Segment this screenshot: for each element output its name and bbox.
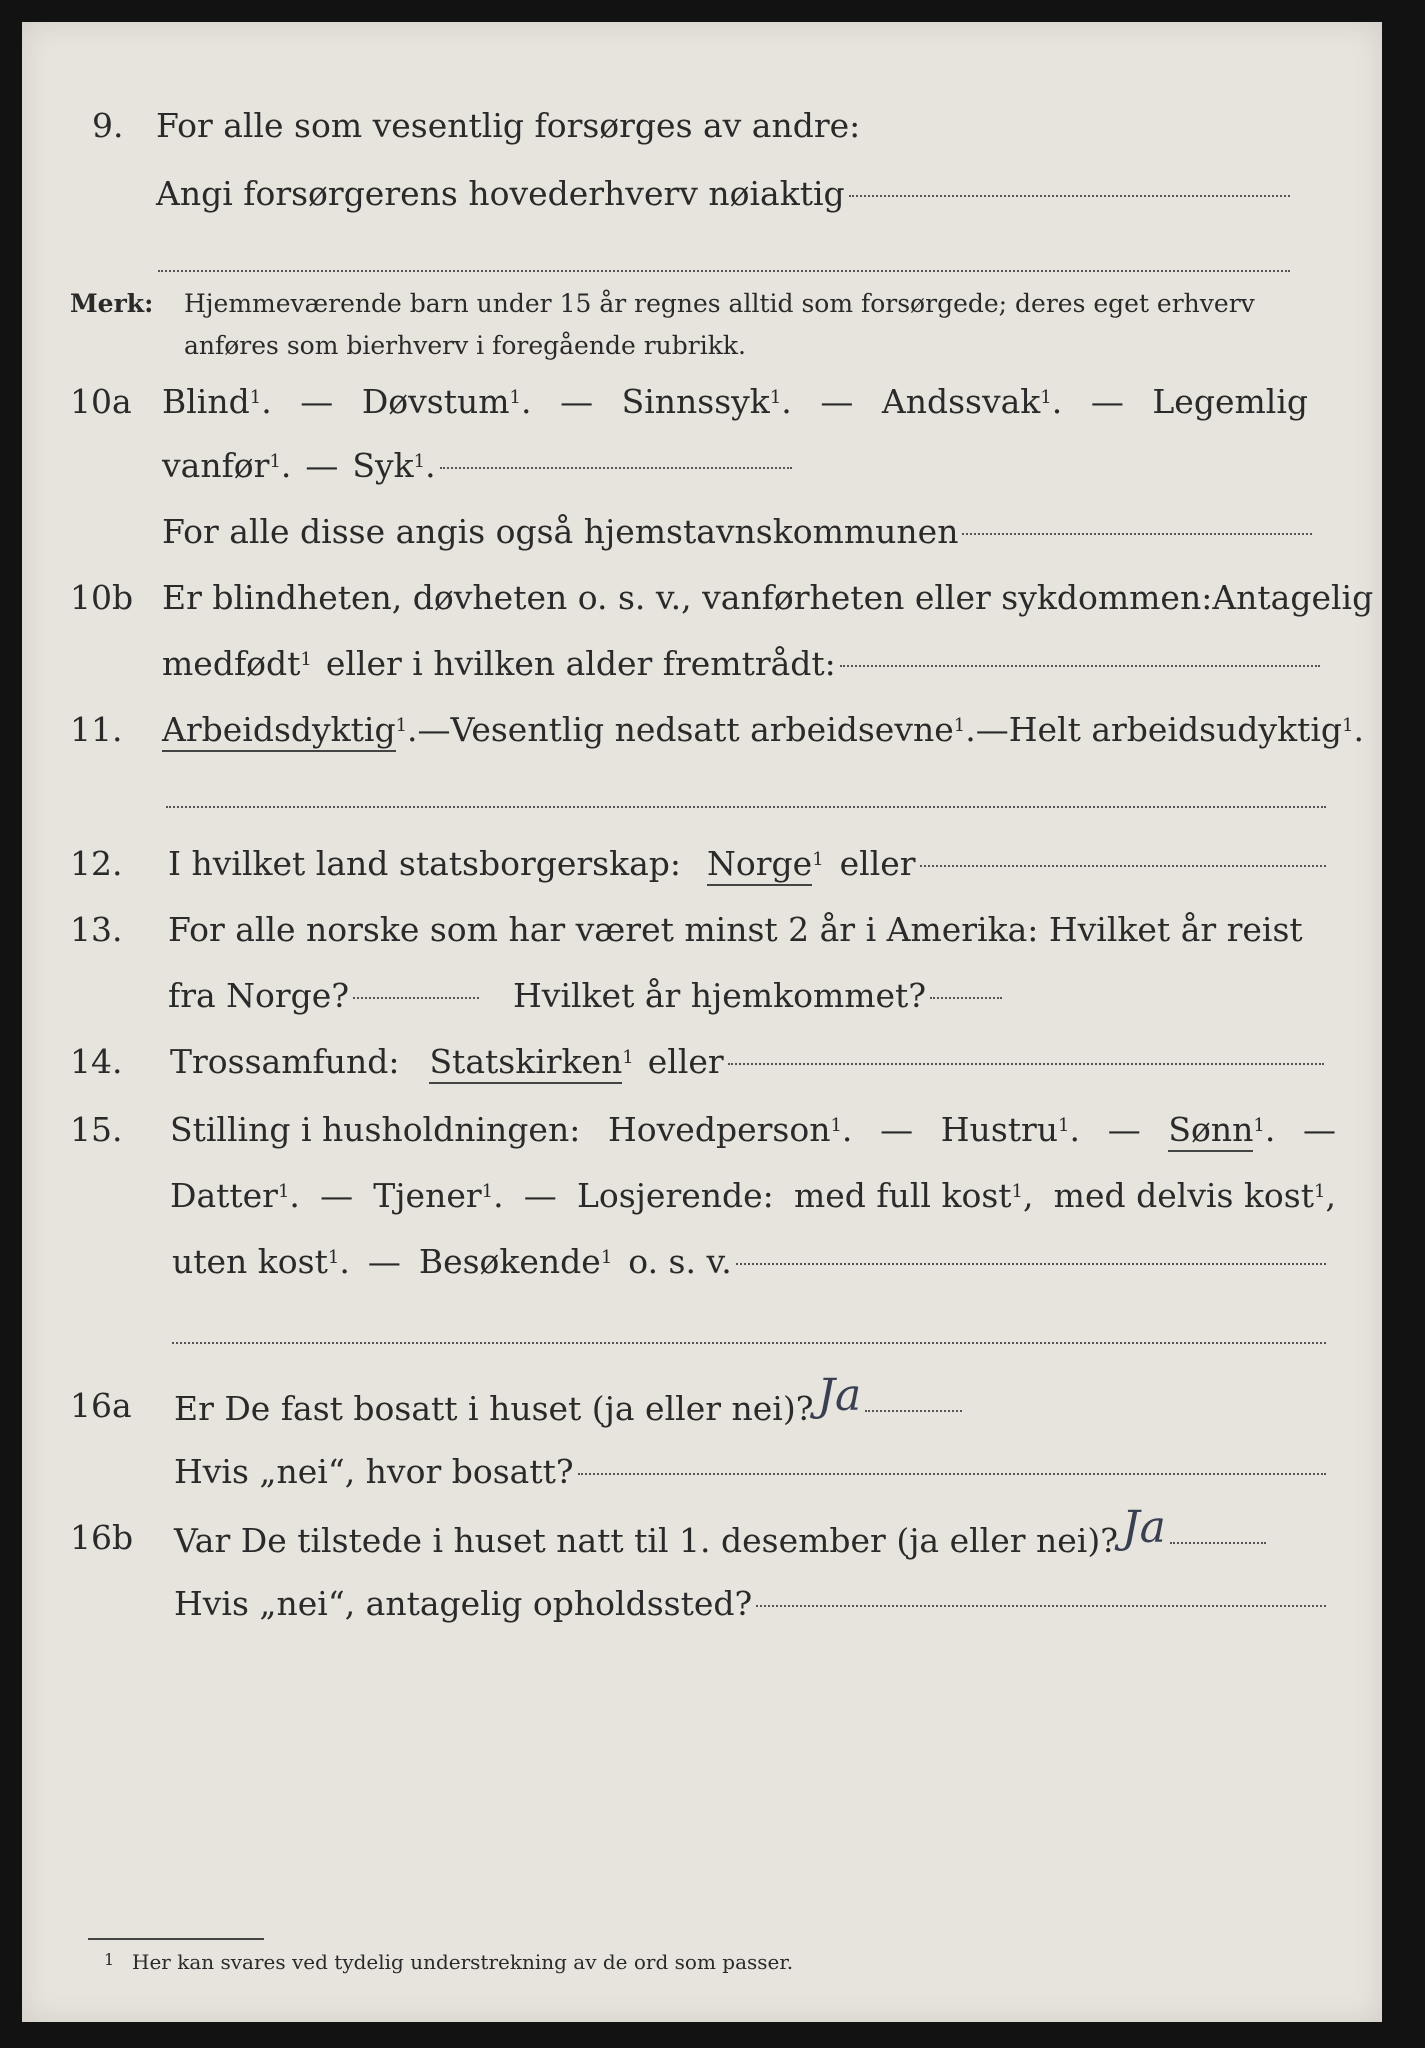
q15-sonn: Sønn$^1$. — [1168, 1108, 1275, 1152]
q16b-answer-line[interactable] — [1170, 1542, 1266, 1544]
q15-besokende: Besøkende$^1$ — [418, 1242, 613, 1281]
q15-answer-line[interactable] — [736, 1263, 1326, 1265]
q9-line1: For alle som vesentlig forsørges av andre: — [156, 106, 861, 145]
q11-number: 11. — [70, 710, 123, 749]
q16a-number: 16a — [70, 1386, 132, 1425]
q15-hovedperson: Hovedperson$^1$. — [608, 1110, 853, 1149]
q12-answer-line[interactable] — [920, 865, 1326, 867]
q15-tjener: Tjener$^1$. — [373, 1176, 504, 1215]
q10a-vanfor: vanfør$^1$. — [162, 446, 292, 485]
q9-answer-line[interactable] — [849, 195, 1290, 197]
q15-uten-kost: uten kost$^1$. — [172, 1242, 350, 1281]
q10a-syk-line[interactable] — [440, 467, 792, 469]
q15-text: Stilling i husholdningen: — [170, 1110, 581, 1149]
q11-udyktig: Helt arbeidsudyktig$^1$. — [1008, 710, 1364, 749]
q16a-handwritten-answer: Ja — [817, 1370, 862, 1421]
q16a-answer-line[interactable] — [865, 1410, 962, 1412]
q15-number: 15. — [70, 1110, 123, 1149]
q11-nedsatt: Vesentlig nedsatt arbeidsevne$^1$. — [450, 710, 976, 749]
q14-number: 14. — [70, 1042, 123, 1081]
q10a-hjemstavn-line[interactable] — [962, 533, 1312, 535]
q12-text: I hvilket land statsborgerskap: — [168, 844, 682, 883]
merk-line1: Hjemmeværende barn under 15 år regnes alltid som forsørgede; deres eget erhverv — [184, 289, 1255, 318]
q16b-number: 16b — [70, 1518, 134, 1557]
q10b-answer-line[interactable] — [840, 665, 1320, 667]
q13-hjemkommet-line[interactable] — [930, 997, 1002, 999]
q16a-question: Er De fast bosatt i huset (ja eller nei)? — [174, 1389, 814, 1428]
q13-number: 13. — [70, 910, 123, 949]
q10b-medfodt: medfødt$^1$ — [162, 644, 312, 683]
q10a-sinnssyk: Sinnssyk$^1$. — [621, 382, 792, 421]
footnote-text: Her kan svares ved tydelig understrekning av de ord som passer. — [132, 1950, 794, 1974]
q16b-question: Var De tilstede i huset natt til 1. desember (ja eller nei)? — [174, 1521, 1118, 1560]
q14-tail: eller — [647, 1042, 724, 1081]
q15-answer-line-2[interactable] — [172, 1342, 1326, 1344]
q11-arbeidsdyktig: Arbeidsdyktig$^1$. — [162, 708, 418, 752]
q9-line2: Angi forsørgerens hovederhverv nøiaktig — [156, 174, 845, 213]
q10b-line1b: Antagelig — [1212, 578, 1374, 617]
q11-answer-line[interactable] — [166, 806, 1326, 808]
q16b-hvis-nei: Hvis „nei“, antagelig opholdssted? — [174, 1584, 753, 1623]
q12-norge: Norge$^1$ — [707, 842, 824, 886]
q9-number: 9. — [92, 106, 124, 145]
merk-label: Merk: — [70, 289, 154, 318]
q10a-dovstum: Døvstum$^1$. — [361, 382, 532, 421]
q10a-syk: Syk$^1$. — [352, 446, 436, 485]
q11-underline-mark: Arbeidsdyktig — [162, 710, 396, 752]
q15-delvis-kost: med delvis kost$^1$, — [1053, 1176, 1336, 1215]
footnote — [104, 1950, 794, 1974]
q15-datter: Datter$^1$. — [170, 1176, 300, 1215]
q10b-line1a: Er blindheten, døvheten o. s. v., vanførheten eller sykdommen: — [162, 578, 1213, 617]
q15-full-kost: med full kost$^1$, — [793, 1176, 1034, 1215]
q10a-hjemstavn: For alle disse angis også hjemstavnskommunen — [162, 512, 959, 551]
merk-line2: anføres som bierhverv i foregående rubrikk. — [184, 331, 746, 360]
q12-tail: eller — [839, 844, 916, 883]
q16a-hvis-nei: Hvis „nei“, hvor bosatt? — [174, 1452, 574, 1491]
q12-number: 12. — [70, 844, 123, 883]
census-form-page: 9. For alle som vesentlig forsørges av andre: Angi forsørgerens hovederhverv nøiaktig Merk: Hjemmeværende barn under 15 år regnes alltid som forsørgede; deres eget erhverv anføres som bierhverv i foregående rubrikk. 10a Blind$^1$. — Døvstum$^1$. — Sinnssyk$^1$. — Andssvak$^1$. — Legemlig vanfør$^1$. — Syk$^1$. For alle disse angis også hjemstavnskommunen 10b Er blindheten, døvheten o. s. v., vanførheten eller sykdommen: Antagelig medfødt$^1$ eller i hvilken alder fremtrådt: 11. Arbeidsdyktig$^1$. — Vesentlig nedsatt arbeidsevne$^1$. — Helt arbeidsudyktig$^1$. 12. I hvilket land statsborgerskap: Norge$^1$ eller 13. For alle norske som har været minst 2 år i Amerika: Hvilket år reist fra Norge? Hvilket år hjemkommet? 14. Trossamfund: Statskirken$^1$ eller 15. Stilling i husholdningen: Hovedperson$^1$. — Hustru$^1$. — Sønn$^1$. — Datter$^1$. — Tjener$^1$. — Losjerende: med full kost$^1$, med delvis kost$^1$, uten kost$^1$. — Besøkende$^1$ o. s. v. 16a Er De fast bosatt i huset (ja eller nei)? Ja Hvis „nei“, hvor bosatt? 16b Var De tilstede i huset natt til 1. desember (ja eller nei)? Ja Hvis „nei“, antagelig opholdssted? 1 Her kan svares ved tydelig understrekning av de ord som passer. — [22, 22, 1382, 2022]
q10b-number: 10b — [70, 578, 134, 617]
q15-losjerende: Losjerende: — [576, 1176, 774, 1215]
q16a-bosatt-line[interactable] — [578, 1473, 1326, 1475]
q14-answer-line[interactable] — [728, 1063, 1324, 1065]
q13-line1: For alle norske som har været minst 2 år i Amerika: Hvilket år reist — [168, 910, 1303, 949]
footnote-rule — [88, 1938, 264, 1940]
q10a-legemlig: Legemlig — [1152, 382, 1308, 421]
q16b-opholdssted-line[interactable] — [756, 1605, 1326, 1607]
q13-reist: fra Norge? — [168, 976, 350, 1015]
q16b-handwritten-answer: Ja — [1121, 1502, 1166, 1553]
q15-osv: o. s. v. — [628, 1242, 732, 1281]
q14-statskirken: Statskirken$^1$ — [429, 1040, 633, 1084]
q9-answer-line-2[interactable] — [158, 270, 1290, 272]
q13-hjemkommet: Hvilket år hjemkommet? — [513, 976, 927, 1015]
q10a-andssvak: Andssvak$^1$. — [881, 382, 1063, 421]
footnote-mark: 1 — [104, 1950, 115, 1969]
q10a-number: 10a — [70, 382, 132, 421]
q10a-blind: Blind$^1$. — [162, 382, 272, 421]
q13-reist-line[interactable] — [353, 997, 479, 999]
q15-hustru: Hustru$^1$. — [940, 1110, 1080, 1149]
q14-text: Trossamfund: — [170, 1042, 400, 1081]
q10b-line2b: eller i hvilken alder fremtrådt: — [325, 644, 836, 683]
